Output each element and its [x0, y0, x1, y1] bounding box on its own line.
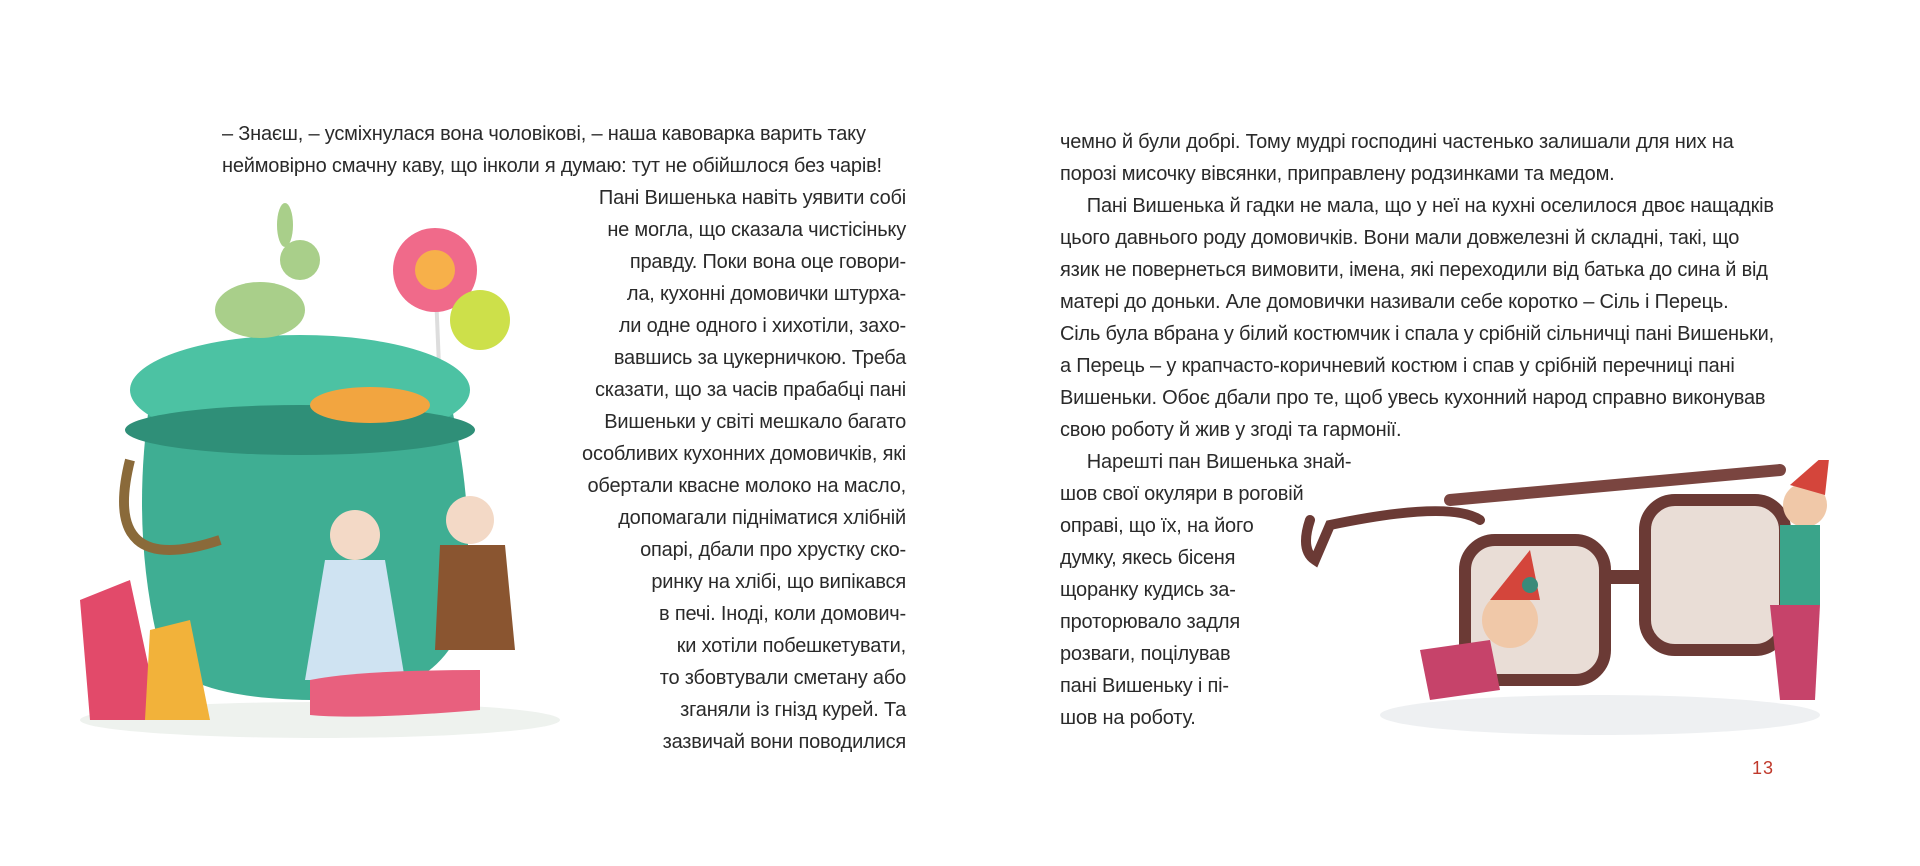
text-line: сказати, що за часів прабабці пані	[594, 379, 906, 401]
text-line: зазвичай вони поводилися	[662, 731, 906, 753]
text-line: проторювало задля	[1060, 611, 1240, 633]
page-number: 13	[1752, 758, 1775, 778]
text-line: – Знаєш, – усміхнулася вона чоловікові, – наша кавоварка варить таку	[222, 123, 866, 145]
glasses-gnomes-illustration	[1300, 460, 1860, 760]
text-line: свою роботу й жив у згоді та гармонії.	[1060, 419, 1402, 441]
text-line: правду. Поки вона оце говори-	[629, 251, 906, 273]
text-line: чемно й були добрі. Тому мудрі господині частенько залишали для них на	[1060, 131, 1734, 153]
text-line: матері до доньки. Але домовички називали себе коротко – Сіль і Перець.	[1060, 291, 1729, 313]
text-line: Вишеньки. Обоє дбали про те, щоб увесь кухонний народ справно виконував	[1060, 387, 1766, 409]
text-line: шов на роботу.	[1060, 707, 1196, 729]
text-line: Пані Вишенька й гадки не мала, що у неї на кухні оселилося двоє нащадків	[1060, 195, 1774, 217]
text-line: порозі мисочку вівсянки, приправлену родзинками та медом.	[1060, 163, 1615, 185]
text-line: Нарешті пан Вишенька знай-	[1060, 451, 1352, 473]
text-line: ринку на хлібі, що випікався	[651, 571, 906, 593]
text-line: не могла, що сказала чистісіньку	[607, 219, 906, 241]
text-line: думку, якесь бісеня	[1060, 547, 1236, 569]
text-line: а Перець – у крапчасто-коричневий костюм і спав у срібній перечниці пані	[1060, 355, 1735, 377]
text-line: вавшись за цукерничкою. Треба	[613, 347, 906, 369]
text-line: ки хотіли побешкетувати,	[676, 635, 906, 657]
text-line: неймовірно смачну каву, що інколи я думаю: тут не обійшлося без чарів!	[222, 155, 882, 177]
text-line: розваги, поцілував	[1060, 643, 1231, 665]
text-line: зганяли із гнізд курей. Та	[680, 699, 906, 721]
text-line: Вишеньки у світі мешкало багато	[604, 411, 906, 433]
text-line: Пані Вишенька навіть уявити собі	[598, 187, 906, 209]
text-line: цього давнього роду домовичків. Вони мали довжелезні й складні, такі, що	[1060, 227, 1740, 249]
text-line: особливих кухонних домовичків, які	[582, 443, 906, 465]
text-line: язик не повернеться вимовити, імена, які переходили від батька до сина й від	[1060, 259, 1768, 281]
text-line: ла, кухонні домовички штурха-	[626, 283, 906, 305]
text-line: обертали квасне молоко на масло,	[587, 475, 906, 497]
text-line: шов свої окуляри в роговій	[1060, 483, 1304, 505]
text-line: пані Вишеньку і пі-	[1060, 675, 1229, 697]
candy-jar-illustration	[60, 200, 580, 750]
text-line: оправі, що їх, на його	[1060, 515, 1254, 537]
text-line: Сіль була вбрана у білий костюмчик і спала у срібній сільничці пані Вишеньки,	[1060, 323, 1774, 345]
text-line: ли одне одного і хихотіли, захо-	[618, 315, 906, 337]
text-line: в печі. Іноді, коли домович-	[659, 603, 906, 625]
text-line: допомагали підніматися хлібній	[618, 507, 906, 529]
text-line: щоранку кудись за-	[1060, 579, 1236, 601]
text-line: опарі, дбали про хрустку ско-	[640, 539, 906, 561]
text-line: то збовтували сметану або	[659, 667, 906, 689]
